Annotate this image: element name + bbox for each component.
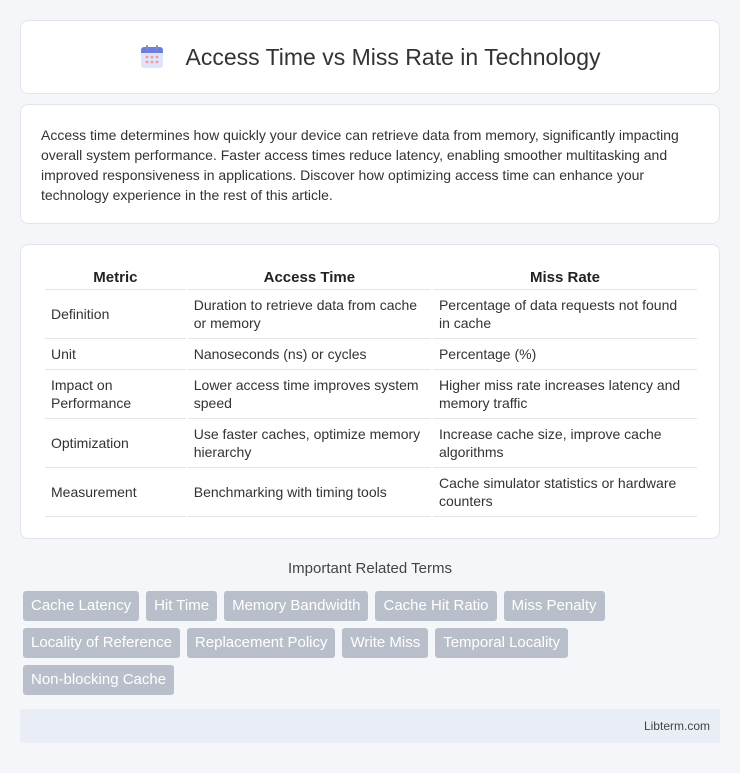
tag-locality-of-reference[interactable]: Locality of Reference: [23, 628, 180, 658]
table-cell: Impact on Performance: [45, 370, 186, 419]
table-cell: Duration to retrieve data from cache or memory: [188, 290, 431, 339]
tag-hit-time[interactable]: Hit Time: [146, 591, 217, 621]
table-cell: Optimization: [45, 419, 186, 468]
table-cell: Measurement: [45, 468, 186, 517]
table-cell: Unit: [45, 339, 186, 370]
table-cell: Definition: [45, 290, 186, 339]
tag-cache-hit-ratio[interactable]: Cache Hit Ratio: [375, 591, 496, 621]
table-row: [45, 290, 697, 339]
page-title: Access Time vs Miss Rate in Technology: [185, 43, 601, 70]
table-row: [45, 370, 697, 419]
tag-miss-penalty[interactable]: Miss Penalty: [504, 591, 605, 621]
table-cell: Use faster caches, optimize memory hierarchy: [188, 419, 431, 468]
tag-write-miss[interactable]: Write Miss: [342, 628, 428, 658]
table-row: [45, 339, 697, 370]
table-cell: Percentage (%): [433, 339, 697, 370]
tag-cache-latency[interactable]: Cache Latency: [23, 591, 139, 621]
tag-temporal-locality[interactable]: Temporal Locality: [435, 628, 568, 658]
table-cell: Increase cache size, improve cache algorithms: [433, 419, 697, 468]
tag-memory-bandwidth[interactable]: Memory Bandwidth: [224, 591, 368, 621]
table-cell: Percentage of data requests not found in cache: [433, 290, 697, 339]
header-miss-rate: Miss Rate: [433, 265, 697, 290]
table-cell: Lower access time improves system speed: [188, 370, 431, 419]
footer-site-link[interactable]: Libterm.com: [643, 719, 710, 733]
tag-replacement-policy[interactable]: Replacement Policy: [187, 628, 336, 658]
tag-non-blocking-cache[interactable]: Non-blocking Cache: [23, 665, 174, 695]
header-access-time: Access Time: [188, 265, 431, 290]
title-wrap: [139, 44, 600, 71]
footer: [20, 709, 720, 743]
intro-text: Access time determines how quickly your device can retrieve data from memory, significantly impacting overall system performance. Faster access times reduce latency, enabling smoother multitasking and improved responsiveness in applications. Discover how optimizing access time can enhance your technology experience in the rest of this article.: [41, 127, 679, 203]
header-card: [20, 20, 720, 94]
related-terms-tags: [23, 591, 723, 702]
table-cell: Benchmarking with timing tools: [188, 468, 431, 517]
table-row: [45, 468, 697, 517]
intro-card: [20, 104, 720, 224]
related-terms-title: Important Related Terms: [288, 560, 452, 577]
header-metric: Metric: [45, 265, 186, 290]
table-cell: Higher miss rate increases latency and memory traffic: [433, 370, 697, 419]
table-cell: Cache simulator statistics or hardware counters: [433, 468, 697, 517]
comparison-table-card: [20, 244, 720, 539]
table-row: [45, 419, 697, 468]
comparison-table: [43, 265, 699, 517]
calendar-icon: [139, 44, 165, 70]
table-header-row: [45, 265, 697, 290]
table-cell: Nanoseconds (ns) or cycles: [188, 339, 431, 370]
